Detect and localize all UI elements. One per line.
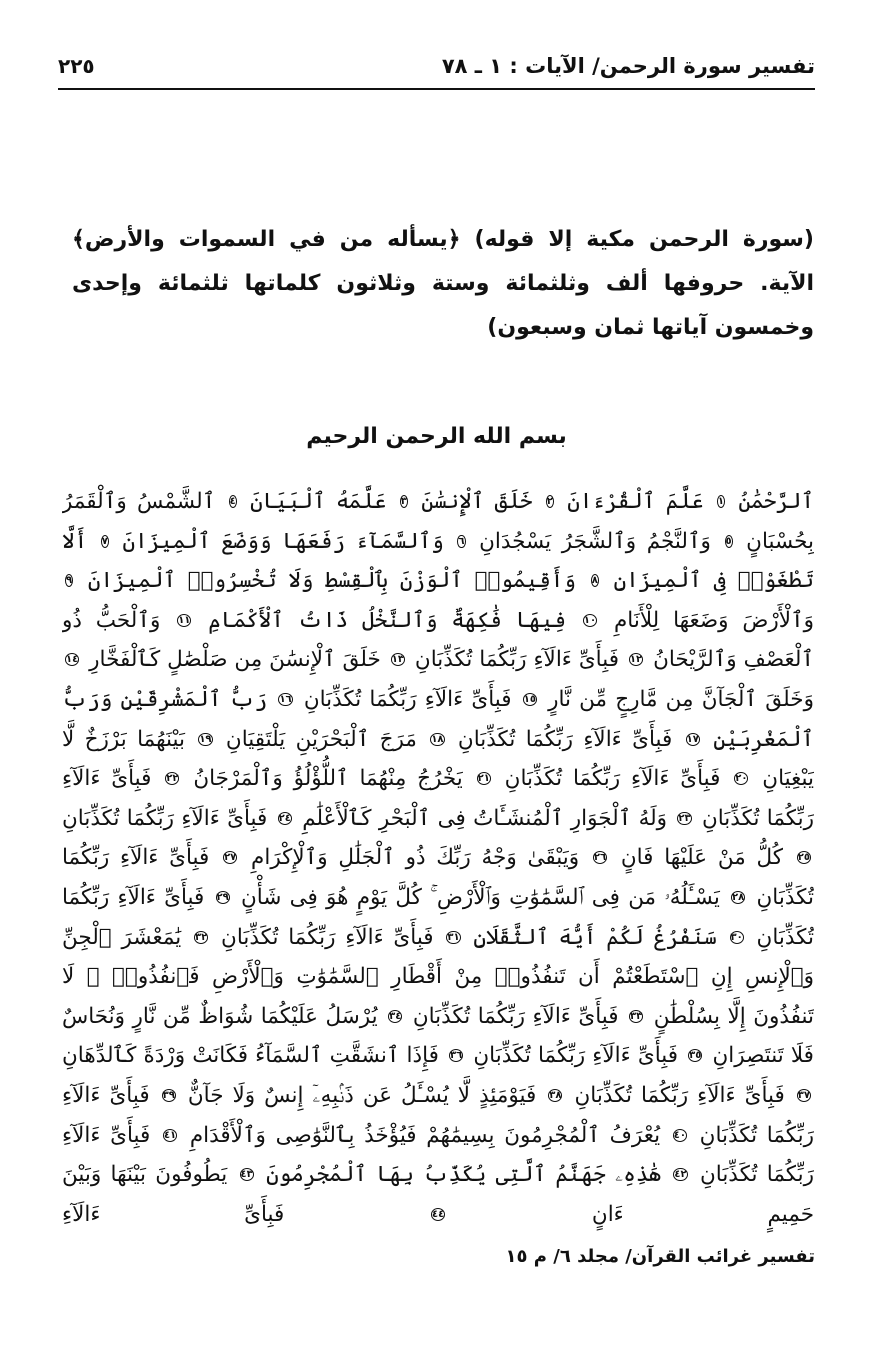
verse-number-marker: ٤٤ — [432, 1208, 445, 1220]
verse-number-marker: ٤٠ — [673, 1129, 686, 1141]
verse-text: فَبِأَىِّ ءَالَآءِ رَبِّكُمَا تُكَذِّبَانِ — [504, 766, 721, 792]
verse-text: عَلَّمَهُ ٱلْبَيَانَ — [250, 489, 387, 514]
verse-number-marker: ١٥ — [523, 693, 536, 705]
verse-number-marker: ٨ — [591, 575, 598, 587]
verse-text: فَبِأَىِّ ءَالَآءِ رَبِّكُمَا تُكَذِّبَانِ — [574, 1082, 785, 1108]
verse-text: فِيهَا فَٰكِهَةٌ وَٱلنَّخْلُ ذَاتُ ٱلْأَكْمَامِ — [208, 607, 567, 633]
page-footer: تفسير غرائب القرآن/ مجلد ٦/ م ١٥ — [505, 1246, 815, 1267]
verse-number-marker: ٥ — [725, 535, 732, 547]
verse-number-marker: ٣٨ — [549, 1089, 562, 1101]
verse-number-marker: ١٠ — [583, 614, 597, 626]
verse-text: فَبِأَىِّ ءَالَآءِ رَبِّكُمَا تُكَذِّبَانِ — [62, 884, 814, 950]
verse-text: يَخْرُجُ مِنْهُمَا ٱللُّؤْلُؤُ وَٱلْمَرْجَانُ — [193, 766, 463, 792]
header-title: تفسير سورة الرحمن/ الآيات : ١ ـ ٧٨ — [441, 54, 815, 78]
quran-verses — [62, 482, 814, 1242]
verse-number-marker: ٢٤ — [278, 812, 291, 824]
verse-text: فَبِأَىِّ ءَالَآءِ رَبِّكُمَا تُكَذِّبَانِ — [473, 1043, 679, 1069]
verse-number-marker: ٢٩ — [216, 891, 229, 903]
verse-text: يَٰمَعْشَرَ ٱلْجِنِّ وَٱلْإِنسِ إِنِ ٱسْتَطَعْتُمْ أَن تَنفُذُوا۟ مِنْ أَقْطَارِ ٱلسَّمَٰوَٰتِ وَٱلْأَرْضِ فَٱنفُذُوا۟ ۚ لَا تَنفُذُونَ إِلَّا بِسُلْطَٰنٍ — [62, 924, 814, 1029]
verse-text: ٱلشَّمْسُ وَٱلْقَمَرُ بِحُسْبَانٍ — [62, 489, 814, 554]
verse-number-marker: ١٣ — [391, 654, 404, 666]
verse-number-marker: ٣٢ — [195, 931, 208, 943]
verse-text: رَبُّ ٱلْمَشْرِقَيْنِ وَرَبُّ ٱلْمَغْرِبَيْنِ — [62, 686, 814, 752]
verse-text: فَبِأَىِّ ءَالَآءِ رَبِّكُمَا تُكَذِّبَانِ — [62, 1082, 814, 1148]
verse-number-marker: ١٢ — [629, 654, 643, 666]
basmala: بسم الله الرحمن الرحيم — [306, 424, 567, 449]
verse-text: بَيْنَهُمَا بَرْزَخٌ لَّا يَبْغِيَانِ — [62, 726, 814, 792]
verse-number-marker: ٢٧ — [224, 852, 237, 864]
verse-text: فَبِأَىِّ ءَالَآءِ رَبِّكُمَا تُكَذِّبَانِ — [62, 805, 268, 831]
verse-number-marker: ١ — [717, 496, 725, 507]
verse-number-marker: ٣١ — [447, 931, 460, 943]
verse-text: وَٱلْأَرْضَ وَضَعَهَا لِلْأَنَامِ — [613, 607, 814, 633]
verse-number-marker: ٢ — [546, 496, 553, 507]
verse-text: خَلَقَ ٱلْإِنسَٰنَ مِن صَلْصَٰلٍ كَٱلْفَخَّارِ — [89, 647, 381, 673]
page-number: ٢٢٥ — [58, 54, 95, 78]
verse-text: فَبِأَىِّ ءَالَآءِ رَبِّكُمَا تُكَذِّبَانِ — [412, 1003, 619, 1029]
surah-introduction: (سورة الرحمن مكية إلا قوله) ﴿يسأله من في السموات والأرض﴾ الآية. حروفها ألف وثلثمائة وستة وثلاثون كلماتها ثلثمائة وإحدى وخمسون آياتها ثمان وسبعون) — [72, 227, 814, 340]
verse-number-marker: ١٨ — [431, 733, 444, 745]
verse-number-marker: ١٩ — [199, 733, 212, 745]
verse-number-marker: ٢٦ — [593, 852, 607, 864]
verse-text: فَيَوْمَئِذٍ لَّا يُسْـَٔلُ عَن ذَنۢبِهِۦٓ إِنسٌ وَلَا جَآنٌّ — [187, 1082, 537, 1108]
verse-text: أَلَّا تَطْغَوْا۟ فِى ٱلْمِيزَانِ — [62, 528, 814, 594]
verse-number-marker: ٤ — [229, 496, 236, 507]
verse-text: يُرْسَلُ عَلَيْكُمَا شُوَاظٌ مِّن نَّارٍ وَنُحَاسٌ فَلَا تَنتَصِرَانِ — [62, 1003, 814, 1069]
verse-text: فَإِذَا ٱنشَقَّتِ ٱلسَّمَآءُ فَكَانَتْ وَرْدَةً كَٱلدِّهَانِ — [62, 1043, 439, 1069]
verse-text: وَٱلْحَبُّ ذُو ٱلْعَصْفِ وَٱلرَّيْحَانُ — [62, 607, 814, 673]
verse-number-marker: ٢٢ — [166, 773, 179, 785]
verse-number-marker: ١٤ — [66, 654, 79, 666]
verse-text: فَبِأَىِّ ءَالَآءِ رَبِّكُمَا تُكَذِّبَانِ — [221, 924, 434, 950]
verse-text: وَلَهُ ٱلْجَوَارِ ٱلْمُنشَـَٔاتُ فِى ٱلْبَحْرِ كَٱلْأَعْلَٰمِ — [302, 805, 668, 831]
verse-text: خَلَقَ ٱلْإِنسَٰنَ — [421, 489, 533, 514]
verse-text: هَٰذِهِۦ جَهَنَّمُ ٱلَّتِى يُكَذِّبُ بِهَا ٱلْمُجْرِمُونَ — [266, 1162, 662, 1188]
verse-text: يَسْـَٔلُهُۥ مَن فِى ٱلسَّمَٰوَٰتِ وَٱلْأَرْضِ ۚ كُلَّ يَوْمٍ هُوَ فِى شَأْنٍ — [241, 884, 720, 910]
verse-text: يُعْرَفُ ٱلْمُجْرِمُونَ بِسِيمَٰهُمْ فَيُؤْخَذُ بِٱلنَّوَٰصِى وَٱلْأَقْدَامِ — [189, 1122, 661, 1148]
verse-text: وَيَبْقَىٰ وَجْهُ رَبِّكَ ذُو ٱلْجَلَٰلِ وَٱلْإِكْرَامِ — [251, 845, 580, 871]
verse-text: وَأَقِيمُوا۟ ٱلْوَزْنَ بِٱلْقِسْطِ وَلَا تُخْسِرُوا۟ ٱلْمِيزَانَ — [87, 568, 576, 594]
verse-number-marker: ١١ — [178, 614, 191, 626]
verse-number-marker: ١٧ — [686, 733, 699, 745]
verse-text: مَرَجَ ٱلْبَحْرَيْنِ يَلْتَقِيَانِ — [225, 726, 417, 752]
verse-text: وَٱلنَّجْمُ وَٱلشَّجَرُ يَسْجُدَانِ — [479, 528, 711, 554]
verse-number-marker: ٣٣ — [630, 1010, 643, 1022]
running-header — [58, 44, 815, 90]
verse-text: سَنَفْرُغُ لَكُمْ أَيُّهَ ٱلثَّقَلَانِ — [473, 924, 717, 950]
verse-number-marker: ١٦ — [279, 693, 292, 705]
verse-number-marker: ٦ — [458, 535, 465, 547]
verse-number-marker: ٢٥ — [797, 852, 810, 864]
verse-number-marker: ٢٨ — [732, 891, 745, 903]
verse-number-marker: ٧ — [101, 535, 108, 547]
verse-number-marker: ٣٠ — [730, 931, 743, 943]
verse-text: عَلَّمَ ٱلْقُرْءَانَ — [567, 489, 704, 514]
verse-number-marker: ٤٢ — [674, 1169, 687, 1181]
verse-number-marker: ٣٤ — [389, 1010, 402, 1022]
verse-text: كُلُّ مَنْ عَلَيْهَا فَانٍ — [620, 845, 783, 871]
verse-text: فَبِأَىِّ ءَالَآءِ رَبِّكُمَا تُكَذِّبَانِ — [62, 1122, 814, 1188]
verse-text: يَطُوفُونَ بَيْنَهَا وَبَيْنَ حَمِيمٍ ءَانٍ — [62, 1162, 814, 1227]
verse-number-marker: ٩ — [66, 575, 73, 587]
verse-text: فَبِأَىِّ ءَالَآءِ رَبِّكُمَا تُكَذِّبَانِ — [62, 845, 814, 910]
verse-number-marker: ٤١ — [163, 1129, 177, 1141]
verse-number-marker: ٣٥ — [689, 1050, 702, 1062]
verse-text: فَبِأَىِّ ءَالَآءِ رَبِّكُمَا تُكَذِّبَانِ — [62, 766, 814, 831]
verse-number-marker: ٢٠ — [735, 773, 748, 785]
verse-number-marker: ٣٧ — [797, 1089, 811, 1101]
verse-text: فَبِأَىِّ ءَالَآءِ رَبِّكُمَا تُكَذِّبَانِ — [457, 726, 673, 752]
verse-text: ٱلرَّحْمَٰنُ — [738, 489, 814, 514]
verse-number-marker: ٣ — [400, 496, 407, 507]
verse-text: وَٱلسَّمَآءَ رَفَعَهَا وَوَضَعَ ٱلْمِيزَانَ — [122, 528, 444, 554]
verse-text: فَبِأَىِّ ءَالَآءِ رَبِّكُمَا تُكَذِّبَانِ — [303, 686, 512, 712]
verse-text: وَخَلَقَ ٱلْجَآنَّ مِن مَّارِجٍ مِّن نَّارٍ — [548, 686, 814, 712]
verse-number-marker: ٣٦ — [450, 1050, 463, 1062]
verse-number-marker: ٤٣ — [240, 1169, 253, 1181]
verse-text: فَبِأَىِّ ءَالَآءِ — [62, 1201, 285, 1227]
verse-number-marker: ٣٩ — [162, 1089, 175, 1101]
verse-number-marker: ٢١ — [477, 773, 490, 785]
verse-text: فَبِأَىِّ ءَالَآءِ رَبِّكُمَا تُكَذِّبَانِ — [414, 647, 619, 673]
verse-number-marker: ٢٣ — [678, 812, 691, 824]
